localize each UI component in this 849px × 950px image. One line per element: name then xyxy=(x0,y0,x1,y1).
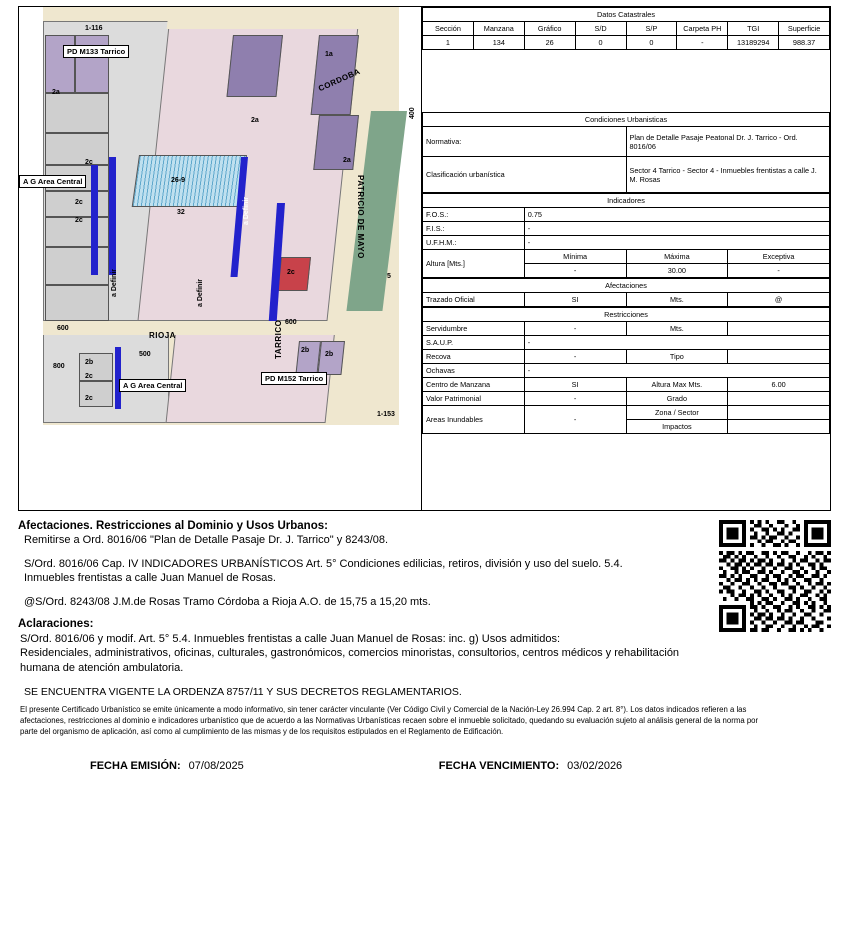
fine-print-line-1: El presente Certificado Urbanístico se emite únicamente a modo informativo, sin tener carácter vinculante (Ver Código Civil y Comercial de la Nación-Ley 26.994 Cap. 2 art. 8°). Los datos indicados refieren a las xyxy=(20,704,747,714)
restricciones-table xyxy=(422,307,830,434)
text-column xyxy=(18,520,708,698)
value-servidumbre-mts xyxy=(728,322,830,336)
certificate-body-text xyxy=(18,520,831,772)
label-fecha-vencimiento: FECHA VENCIMIENTO: xyxy=(438,759,560,772)
map-label-2a: 2a xyxy=(343,157,351,164)
label-servidumbre: Servidumbre xyxy=(423,322,525,336)
map-parcel xyxy=(45,247,109,285)
th-sd: S/D xyxy=(575,22,626,36)
section-title-catastral: Datos Catastrales xyxy=(423,8,830,22)
value-saup: - xyxy=(524,336,829,350)
label-recova: Recova xyxy=(423,350,525,364)
condiciones-urbanisticas-table xyxy=(422,112,830,193)
label-fecha-emision: FECHA EMISIÓN: xyxy=(90,759,181,772)
value-fos: 0.75 xyxy=(524,208,829,222)
label-trazado-oficial: Trazado Oficial xyxy=(423,293,525,307)
label-centro-manzana-altura: Altura Max Mts. xyxy=(626,378,728,392)
label-clasificacion: Clasificación urbanística xyxy=(423,157,627,193)
value-normativa: Plan de Detalle Pasaje Peatonal Dr. J. Tarrico - Ord. 8016/06 xyxy=(626,127,830,157)
value-areas-zona-sector xyxy=(728,406,830,420)
value-fis: - xyxy=(524,222,829,236)
value-centro-manzana-altura: 6.00 xyxy=(728,378,830,392)
map-highlight-strip xyxy=(91,165,98,275)
spacer-1 xyxy=(422,50,830,112)
map-label-2a: 2a xyxy=(52,89,60,96)
fine-print xyxy=(18,704,818,738)
value-ochavas: - xyxy=(524,364,829,378)
fine-print-line-2: afectaciones, restricciones al dominio e indicadores urbanístico que de acuerdo a las Normativas Urbanísticas recaen sobre el inmueble solicitado, quedando su evaluación sujeto al análisis general de la norma por xyxy=(20,715,759,725)
th-superficie: Superficie xyxy=(779,22,830,36)
map-parcel xyxy=(45,35,75,93)
fine-print-line-3: parte del organismo de aplicación, así como al cumplimiento de las mismas y de los requisitos estipulados en el Reglamento de Edificación. xyxy=(20,727,504,737)
map-label-26-9: 26-9 xyxy=(171,177,186,184)
label-saup: S.A.U.P. xyxy=(423,336,525,350)
map-label-2c: 2c xyxy=(85,373,93,380)
cadastral-map[interactable] xyxy=(18,6,422,511)
map-label-5: 5 xyxy=(387,273,391,280)
map-label-2c: 2c xyxy=(287,269,295,276)
td-tgi: 13189294 xyxy=(728,36,779,50)
map-label-600: 600 xyxy=(57,325,69,332)
map-parcel xyxy=(317,341,345,375)
map-subject-parcel[interactable] xyxy=(132,155,247,207)
map-parcel xyxy=(313,115,359,170)
map-label-a-definir: a Definir xyxy=(197,278,204,307)
value-trazado-mts: @ xyxy=(728,293,830,307)
label-ochavas: Ochavas xyxy=(423,364,525,378)
certificate-top-area xyxy=(18,6,831,511)
label-areas-impactos: Impactos xyxy=(626,420,728,434)
map-street-rioja-band xyxy=(43,321,373,335)
section-title-indicadores: Indicadores xyxy=(423,194,830,208)
td-seccion: 1 xyxy=(423,36,474,50)
label-fos: F.O.S.: xyxy=(423,208,525,222)
th-altura-maxima: Máxima xyxy=(626,250,728,264)
map-label-1-153: 1-153 xyxy=(377,411,395,418)
map-label-600b: 600 xyxy=(285,319,297,326)
street-label-patricio-de-mayo: PATRICIO DE MAYO xyxy=(356,175,365,259)
th-altura-minima: Mínima xyxy=(524,250,626,264)
value-valor-patrimonial-grado xyxy=(728,392,830,406)
th-seccion: Sección xyxy=(423,22,474,36)
map-label-2b: 2b xyxy=(85,359,94,366)
map-label-2c: 2c xyxy=(85,395,93,402)
section-title-urbanisticas: Condiciones Urbanisticas xyxy=(423,113,830,127)
paragraph-remitirse: Remitirse a Ord. 8016/06 "Plan de Detalle Pasaje Dr. J. Tarrico" y 8243/08. xyxy=(24,534,389,546)
data-panel xyxy=(422,6,831,511)
map-label-2c: 2c xyxy=(75,217,83,224)
td-sp: 0 xyxy=(626,36,677,50)
indicadores-table xyxy=(422,193,830,278)
map-label-2c: 2c xyxy=(85,159,93,166)
map-label-32: 32 xyxy=(177,209,185,216)
heading-aclaraciones: Aclaraciones: xyxy=(18,618,94,630)
afectaciones-table xyxy=(422,278,830,307)
map-parcel xyxy=(45,93,109,133)
map-label-400: 400 xyxy=(409,107,416,119)
td-carpeta-ph: - xyxy=(677,36,728,50)
th-altura-exceptiva: Exceptiva xyxy=(728,250,830,264)
value-areas-impactos xyxy=(728,420,830,434)
map-parcel xyxy=(75,35,109,93)
map-margin-right xyxy=(399,7,421,437)
map-margin-left xyxy=(19,7,43,437)
dates-row xyxy=(18,760,831,772)
paragraph-indicadores: S/Ord. 8016/06 Cap. IV INDICADORES URBANÍSTICOS Art. 5° Condiciones edilicias, retiros, división y uso del suelo. 5.4. xyxy=(24,558,623,570)
street-label-rioja: RIOJA xyxy=(149,331,176,340)
map-parcel xyxy=(79,381,113,407)
value-recova-tipo xyxy=(728,350,830,364)
label-centro-manzana: Centro de Manzana xyxy=(423,378,525,392)
label-ufhm: U.F.H.M.: xyxy=(423,236,525,250)
map-label-800: 800 xyxy=(53,363,65,370)
label-areas-zona-sector: Zona / Sector xyxy=(626,406,728,420)
map-parcel xyxy=(226,35,283,97)
qr-code[interactable] xyxy=(719,520,831,632)
map-canvas xyxy=(19,7,421,510)
map-margin-bottom xyxy=(19,425,421,510)
map-label-1-116: 1-116 xyxy=(85,25,103,32)
value-centro-manzana: SI xyxy=(524,378,626,392)
value-fecha-vencimiento: 03/02/2026 xyxy=(567,759,623,772)
map-label-1a: 1a xyxy=(325,51,333,58)
map-highlight-strip xyxy=(109,157,116,275)
qr-code-image xyxy=(719,520,831,632)
map-label-2b: 2b xyxy=(301,347,310,354)
map-label-2b: 2b xyxy=(325,351,334,358)
th-sp: S/P xyxy=(626,22,677,36)
paragraph-inmuebles-frentistas: Inmuebles frentistas a calle Juan Manuel de Rosas. xyxy=(24,572,276,584)
paragraph-usos-admitidos-body: Residenciales, administrativos, oficinas, culturales, gastronómicos, comercios minoristas, consultorios, centros médicos y rehabilitación humana de atención ambulatoria. xyxy=(20,647,680,674)
value-clasificacion: Sector 4 Tarrico - Sector 4 - Inmuebles frentistas a calle J. M. Rosas xyxy=(626,157,830,193)
map-label-2a: 2a xyxy=(251,117,259,124)
street-label-cordoba: CORDOBA xyxy=(317,66,362,94)
value-valor-patrimonial: - xyxy=(524,392,626,406)
street-label-tarrico: TARRICO xyxy=(274,319,283,359)
value-servidumbre: - xyxy=(524,322,626,336)
heading-afectaciones: Afectaciones. Restricciones al Dominio y Usos Urbanos: xyxy=(18,520,328,532)
label-valor-patrimonial-grado: Grado xyxy=(626,392,728,406)
map-tag-pd-m133[interactable]: PD M133 Tarrico xyxy=(63,45,129,58)
label-servidumbre-mts: Mts. xyxy=(626,322,728,336)
td-altura-minima: - xyxy=(524,264,626,278)
paragraph-ord-8243: @S/Ord. 8243/08 J.M.de Rosas Tramo Córdoba a Rioja A.O. de 15,75 a 15,20 mts. xyxy=(24,596,431,608)
td-manzana: 134 xyxy=(473,36,524,50)
label-areas-inundables: Areas Inundables xyxy=(423,406,525,434)
th-carpeta-ph: Carpeta PH xyxy=(677,22,728,36)
label-recova-tipo: Tipo xyxy=(626,350,728,364)
td-superficie: 988.37 xyxy=(779,36,830,50)
label-fis: F.I.S.: xyxy=(423,222,525,236)
value-areas-inundables: - xyxy=(524,406,626,434)
map-street-cordoba-band xyxy=(167,7,369,29)
map-label-2c: 2c xyxy=(75,199,83,206)
td-altura-exceptiva: - xyxy=(728,264,830,278)
value-fecha-emision: 07/08/2025 xyxy=(188,759,244,772)
label-altura: Altura [Mts.] xyxy=(423,250,525,278)
label-trazado-mts: Mts. xyxy=(626,293,728,307)
paragraph-ordenanza-vigente: SE ENCUENTRA VIGENTE LA ORDENZA 8757/11 Y SUS DECRETOS REGLAMENTARIOS. xyxy=(24,685,462,698)
section-title-afectaciones: Afectaciones xyxy=(423,279,830,293)
value-recova: - xyxy=(524,350,626,364)
td-altura-maxima: 30.00 xyxy=(626,264,728,278)
map-tag-area-central-1[interactable]: A G Area Central xyxy=(19,175,86,188)
value-trazado-oficial: SI xyxy=(524,293,626,307)
map-parcel xyxy=(45,285,109,321)
value-ufhm: - xyxy=(524,236,829,250)
label-normativa: Normativa: xyxy=(423,127,627,157)
map-label-500: 500 xyxy=(139,351,151,358)
datos-catastrales-table xyxy=(422,7,830,50)
map-label-a-definir: a Definir xyxy=(111,268,118,297)
td-sd: 0 xyxy=(575,36,626,50)
th-tgi: TGI xyxy=(728,22,779,36)
th-grafico: Gráfico xyxy=(524,22,575,36)
paragraph-usos-admitidos-head: S/Ord. 8016/06 y modif. Art. 5° 5.4. Inmuebles frentistas a calle Juan Manuel de Rosas: inc. g) Usos admitidos: xyxy=(20,633,560,645)
map-tag-area-central-2[interactable]: A G Area Central xyxy=(119,379,186,392)
map-label-a-definir: a Definir xyxy=(243,196,250,225)
section-title-restricciones: Restricciones xyxy=(423,308,830,322)
label-valor-patrimonial: Valor Patrimonial xyxy=(423,392,525,406)
map-tag-pd-m152[interactable]: PD M152 Tarrico xyxy=(261,372,327,385)
map-highlight-strip xyxy=(115,347,121,409)
map-parcel xyxy=(45,133,109,165)
th-manzana: Manzana xyxy=(473,22,524,36)
td-grafico: 26 xyxy=(524,36,575,50)
